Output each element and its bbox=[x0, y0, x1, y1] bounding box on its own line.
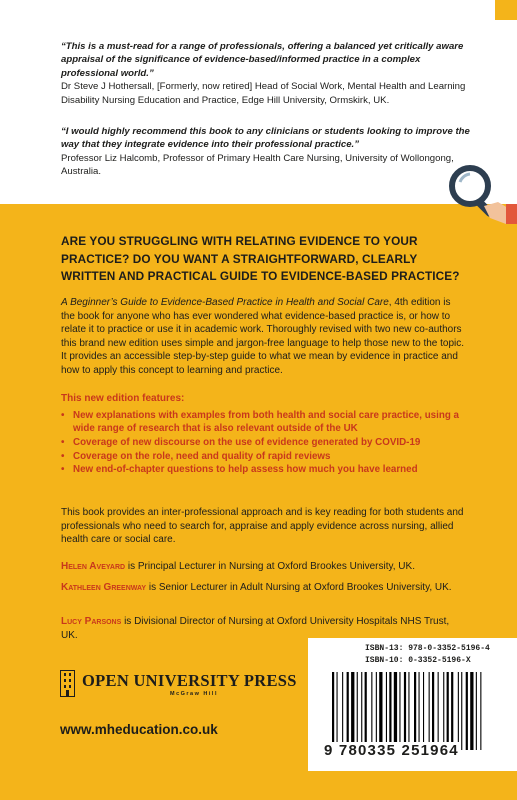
author-bio bbox=[61, 581, 466, 595]
author-description: is Senior Lecturer in Adult Nursing at Oxford Brookes University, UK. bbox=[146, 582, 452, 593]
feature-item: • New explanations with examples from both health and social care practice, using a wide range of research that is also relevant outside of the UK bbox=[61, 409, 466, 435]
barcode-bar bbox=[480, 672, 481, 750]
book-description bbox=[61, 296, 466, 378]
author-description: is Divisional Director of Nursing at Oxford University Hospitals NHS Trust, UK. bbox=[61, 616, 450, 641]
author-description: is Principal Lecturer in Nursing at Oxford Brookes University, UK. bbox=[125, 561, 415, 572]
author-name: Kathleen Greenway bbox=[61, 582, 147, 593]
barcode-panel bbox=[308, 638, 517, 771]
main-content bbox=[61, 233, 466, 641]
barcode-bar bbox=[389, 672, 391, 750]
author-bio bbox=[61, 560, 466, 574]
barcode-bar bbox=[429, 672, 430, 750]
publisher-logo bbox=[60, 670, 300, 702]
endorsement-attribution: Professor Liz Halcomb, Professor of Primary Health Care Nursing, University of Wollongong, Australia. bbox=[61, 152, 454, 178]
barcode bbox=[332, 672, 510, 750]
barcode-bar bbox=[361, 672, 362, 750]
barcode-bar bbox=[447, 672, 449, 750]
barcode-bar bbox=[347, 672, 349, 750]
barcode-bar bbox=[438, 672, 439, 750]
endorsement-1 bbox=[61, 40, 476, 107]
barcode-bar bbox=[408, 672, 409, 750]
inter-professional-text: This book provides an inter-professional approach and is key reading for both students and professionals who need to search for, appraise and apply evidence across nursing, allied health care or social care. bbox=[61, 507, 464, 546]
endorsement-quote: “This is a must-read for a range of professionals, offering a balanced yet critically aware appraisal of the significance of evidence-based/informed practice in a complex professional world.” bbox=[61, 41, 464, 79]
barcode-bar bbox=[414, 672, 416, 750]
barcode-number: 9 780335 251964 bbox=[324, 742, 459, 759]
magnifier-hand-icon bbox=[440, 160, 517, 230]
endorsement-quote: “I would highly recommend this book to any clinicians or students looking to improve the way that they integrate evidence into their professional practice.” bbox=[61, 126, 470, 151]
barcode-bar bbox=[371, 672, 372, 750]
barcode-bar bbox=[357, 672, 358, 750]
isbn13: ISBN-13: 978-0-3352-5196-4 bbox=[365, 644, 490, 653]
author-name: Helen Aveyard bbox=[61, 561, 126, 572]
feature-item: • Coverage on the role, need and quality of rapid reviews bbox=[61, 450, 466, 463]
barcode-bar bbox=[399, 672, 400, 750]
features-title: This new edition features: bbox=[61, 393, 185, 404]
barcode-bar bbox=[419, 672, 420, 750]
barcode-bar bbox=[394, 672, 397, 750]
barcode-bar bbox=[458, 672, 459, 750]
barcode-bar bbox=[342, 672, 343, 750]
barcode-bar bbox=[351, 672, 354, 750]
description-text: , 4th edition is the book for anyone who has ever wondered what evidence-based practice is, or how to relate it to practice or use it in academic work. Thoroughly revised with two new co-authors this brand new edition uses simple and jargon-free language to help those new to the topic. It provides an accessible step-by-step guide to what we mean by evidence in practice and how to apply this concept to learning and practice. bbox=[61, 297, 465, 376]
publisher-name: OPEN UNIVERSITY PRESS bbox=[82, 671, 297, 690]
author-name: Lucy Parsons bbox=[61, 616, 122, 627]
feature-item: • Coverage of new discourse on the use of evidence generated by COVID-19 bbox=[61, 436, 466, 449]
barcode-bar bbox=[337, 672, 338, 750]
endorsement-2 bbox=[61, 125, 476, 179]
isbn10: ISBN-10: 0-3352-5196-X bbox=[365, 656, 471, 665]
book-title: A Beginner’s Guide to Evidence-Based Practice in Health and Social Care bbox=[61, 297, 389, 308]
barcode-bar bbox=[376, 672, 377, 750]
barcode-bar bbox=[476, 672, 477, 750]
barcode-bar bbox=[451, 672, 453, 750]
endorsement-attribution: Dr Steve J Hothersall, [Formerly, now retired] Head of Social Work, Mental Health and Learning Disability Nursing Education and Practice, Edge Hill University, Ormskirk, UK. bbox=[61, 81, 466, 106]
publisher-sub: McGraw Hill bbox=[170, 691, 218, 697]
barcode-bar bbox=[466, 672, 468, 750]
features-list bbox=[61, 409, 466, 477]
barcode-bar bbox=[404, 672, 406, 750]
open-university-press-logo-icon bbox=[60, 670, 75, 697]
barcode-bar bbox=[379, 672, 382, 750]
barcode-bar bbox=[423, 672, 424, 750]
barcode-bar bbox=[386, 672, 387, 750]
headline: ARE YOU STRUGGLING WITH RELATING EVIDENCE TO YOUR PRACTICE? DO YOU WANT A STRAIGHTFORWARD, CLEARLY WRITTEN AND PRACTICAL GUIDE TO EVIDENCE-BASED PRACTICE? bbox=[61, 234, 460, 284]
feature-item: • New end-of-chapter questions to help assess how much you have learned bbox=[61, 463, 466, 476]
barcode-bar bbox=[332, 672, 334, 750]
barcode-bar bbox=[461, 672, 462, 750]
barcode-bar bbox=[432, 672, 434, 750]
barcode-bar bbox=[470, 672, 473, 750]
corner-accent bbox=[495, 0, 517, 20]
website-link[interactable]: www.mheducation.co.uk bbox=[60, 722, 218, 737]
barcode-bar bbox=[365, 672, 367, 750]
barcode-bar bbox=[443, 672, 444, 750]
